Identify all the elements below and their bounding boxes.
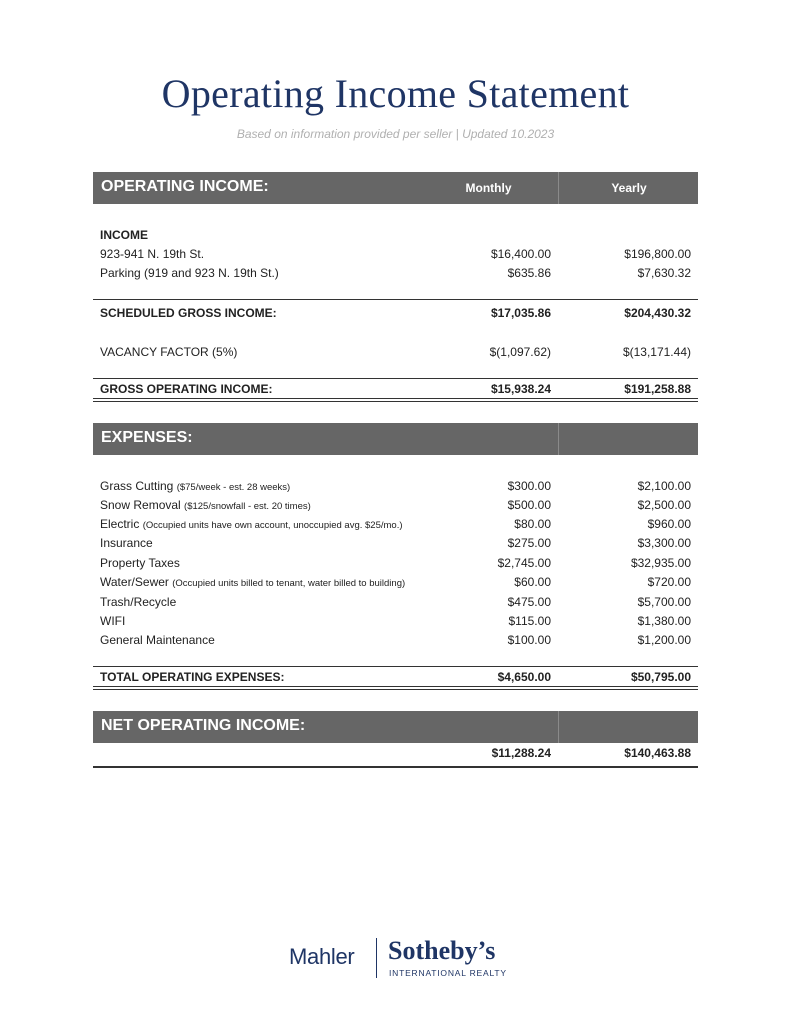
income-item-label: 923-941 N. 19th St. [100, 247, 205, 261]
expense-item-monthly: $2,745.00 [497, 556, 551, 570]
vacancy-monthly: $(1,097.62) [489, 345, 551, 359]
total-operating-expenses-row [100, 669, 691, 685]
sgi-yearly: $204,430.32 [624, 306, 691, 320]
sgi-label: SCHEDULED GROSS INCOME: [100, 306, 277, 320]
expense-item-monthly: $475.00 [507, 595, 551, 609]
expense-item-yearly: $960.00 [647, 517, 691, 531]
expense-row [100, 535, 691, 551]
expenses-heading: EXPENSES: [101, 429, 193, 446]
expense-item-label: Trash/Recycle [100, 595, 177, 609]
expense-row [100, 632, 691, 648]
net-operating-income-heading: NET OPERATING INCOME: [101, 717, 306, 734]
expense-item-label: Snow Removal ($125/snowfall - est. 20 times) [100, 498, 311, 512]
page-subtitle: Based on information provided per seller | Updated 10.2023 [236, 127, 555, 141]
total-expenses-label: TOTAL OPERATING EXPENSES: [100, 670, 285, 684]
income-item-label: Parking (919 and 923 N. 19th St.) [100, 266, 279, 280]
gross-operating-income-row [100, 381, 691, 397]
total-expenses-monthly: $4,650.00 [497, 670, 551, 684]
expense-item-monthly: $300.00 [507, 479, 551, 493]
expense-item-monthly: $60.00 [514, 575, 551, 589]
expense-row [100, 555, 691, 571]
income-label: INCOME [100, 228, 148, 242]
column-divider [558, 711, 559, 743]
expense-item-note: ($75/week - est. 28 weeks) [176, 482, 291, 493]
expense-item-label: General Maintenance [100, 633, 215, 647]
vacancy-yearly: $(13,171.44) [622, 345, 691, 359]
column-divider [558, 423, 559, 455]
divider-line [93, 378, 698, 379]
net-operating-income-header-bar [93, 711, 698, 743]
expense-item-yearly: $1,380.00 [637, 614, 691, 628]
expense-item-label: Property Taxes [100, 556, 180, 570]
expense-item-monthly: $80.00 [514, 517, 551, 531]
international-realty-text: INTERNATIONAL REALTY [389, 968, 507, 978]
operating-income-header-bar [93, 172, 698, 204]
expense-row [100, 574, 691, 590]
expense-item-yearly: $720.00 [647, 575, 691, 589]
expense-item-label: Water/Sewer (Occupied units billed to tenant, water billed to building) [100, 575, 406, 589]
income-item-yearly: $196,800.00 [624, 247, 691, 261]
monthly-column-header: Monthly [465, 181, 512, 195]
expense-row [100, 497, 691, 513]
goi-label: GROSS OPERATING INCOME: [100, 382, 273, 396]
income-label-row [100, 227, 691, 243]
expense-item-yearly: $3,300.00 [637, 536, 691, 550]
expense-item-label: Insurance [100, 536, 153, 550]
expense-item-yearly: $1,200.00 [637, 633, 691, 647]
expense-item-note: (Occupied units billed to tenant, water billed to building) [172, 578, 406, 589]
expense-item-yearly: $5,700.00 [637, 595, 691, 609]
expense-item-monthly: $100.00 [507, 633, 551, 647]
double-underline [93, 398, 698, 402]
logo-divider [376, 938, 377, 978]
noi-monthly: $11,288.24 [491, 746, 551, 760]
expense-item-monthly: $115.00 [508, 614, 551, 628]
divider-line [93, 299, 698, 300]
expense-row [100, 516, 691, 532]
expense-item-note: ($125/snowfall - est. 20 times) [184, 501, 311, 512]
expense-item-yearly: $2,100.00 [637, 479, 691, 493]
brokerage-logo [0, 936, 791, 980]
yearly-column-header: Yearly [611, 181, 647, 195]
page-title: Operating Income Statement [161, 71, 630, 116]
noi-yearly: $140,463.88 [624, 746, 691, 760]
divider-line [93, 666, 698, 667]
goi-monthly: $15,938.24 [490, 382, 551, 396]
income-item-yearly: $7,630.32 [637, 266, 691, 280]
expense-item-label: Electric (Occupied units have own account, unoccupied avg. $25/mo.) [100, 517, 403, 531]
scheduled-gross-income-row [100, 305, 691, 321]
income-row [100, 246, 691, 262]
vacancy-factor-row [100, 344, 691, 360]
sgi-monthly: $17,035.86 [490, 306, 551, 320]
expense-item-monthly: $275.00 [507, 536, 551, 550]
bottom-rule [93, 766, 698, 768]
sothebys-wordmark: Sotheby’s [388, 936, 496, 965]
total-expenses-yearly: $50,795.00 [630, 670, 691, 684]
income-item-monthly: $16,400.00 [490, 247, 551, 261]
expense-item-label: Grass Cutting ($75/week - est. 28 weeks) [100, 479, 291, 493]
income-row [100, 265, 691, 281]
operating-income-heading: OPERATING INCOME: [101, 178, 269, 195]
goi-yearly: $191,258.88 [624, 382, 691, 396]
expense-row [100, 594, 691, 610]
expense-item-label: WIFI [100, 614, 126, 628]
net-operating-income-row [100, 745, 691, 761]
double-underline [93, 686, 698, 690]
mahler-wordmark: Mahler [289, 944, 355, 969]
expense-item-yearly: $2,500.00 [637, 498, 691, 512]
expense-row [100, 478, 691, 494]
expense-item-monthly: $500.00 [507, 498, 551, 512]
income-item-monthly: $635.86 [507, 266, 551, 280]
vacancy-label: VACANCY FACTOR (5%) [100, 345, 238, 359]
expenses-header-bar [93, 423, 698, 455]
expense-item-note: (Occupied units have own account, unoccupied avg. $25/mo.) [142, 520, 403, 531]
expense-item-yearly: $32,935.00 [630, 556, 691, 570]
column-divider [558, 172, 559, 204]
expense-row [100, 613, 691, 629]
